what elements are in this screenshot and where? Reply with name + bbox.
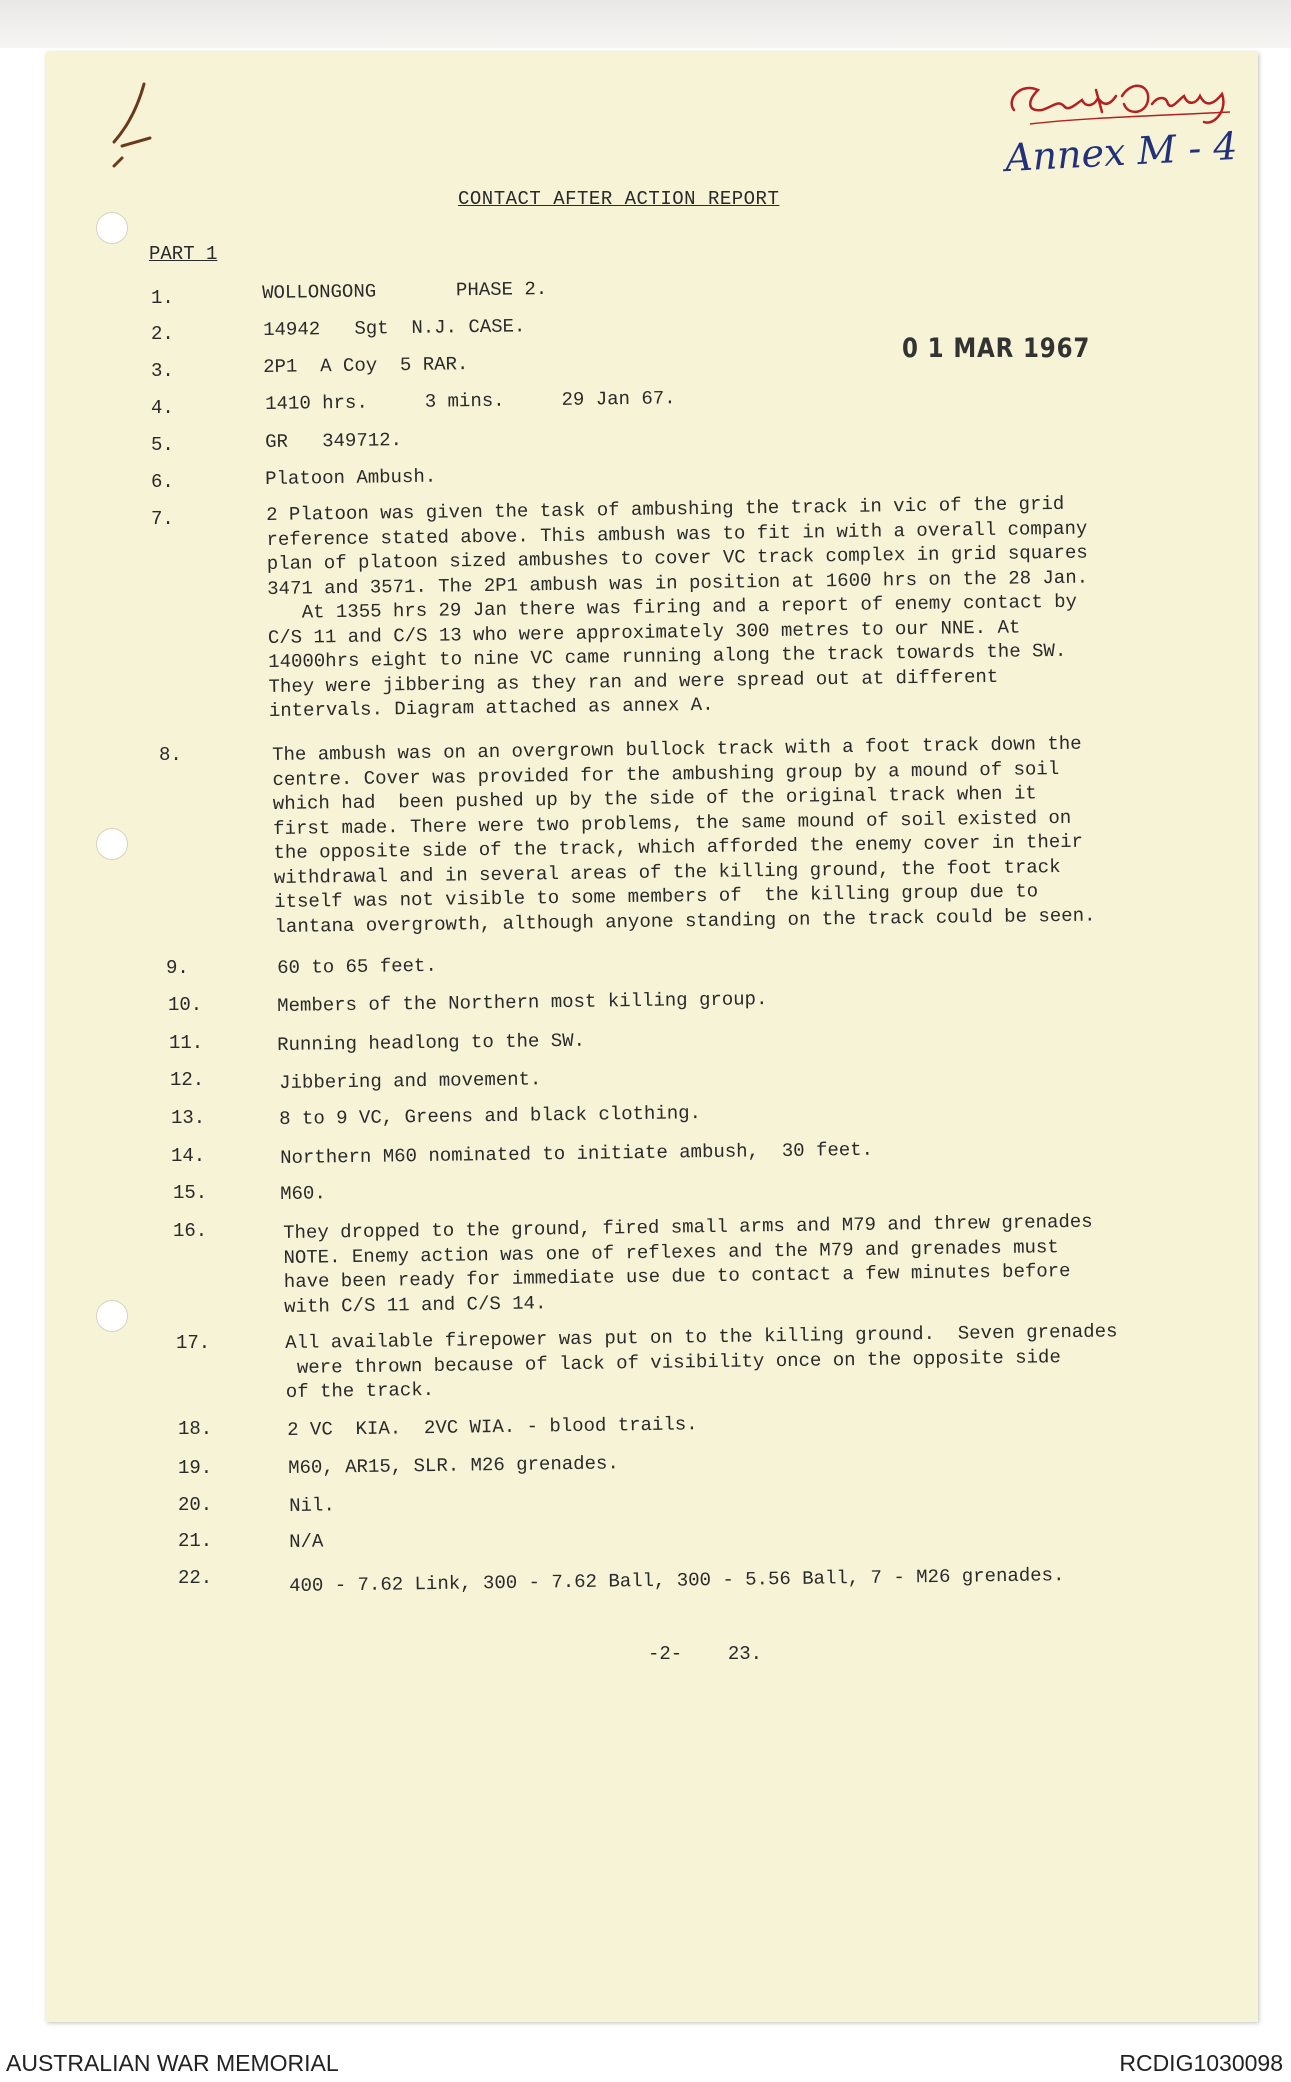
item-number: 2. xyxy=(151,323,174,345)
handwritten-tick-mark xyxy=(92,76,172,176)
item-text: The ambush was on an overgrown bullock track with a foot track down the centre. Cover was provided for the ambushing group by a mound of soil which had been pushed up by the side of the original track when it first made. There were two problems, the same mound of soil existed on the opposite side of the track, which afforded the enemy cover in their withdrawal and in several areas of the killing ground, the foot track itself was not visible to some members of the killing group due to lantana overgrowth, although anyone standing on the track could be seen. xyxy=(272,732,1096,938)
item-number: 5. xyxy=(151,434,174,456)
item-number: 10. xyxy=(168,994,203,1016)
date-stamp: 0 1 MAR 1967 xyxy=(902,333,1091,364)
item-number: 13. xyxy=(171,1107,206,1129)
item-number: 7. xyxy=(151,508,174,530)
item-text: They dropped to the ground, fired small arms and M79 and threw grenades NOTE. Enemy action was one of reflexes and the M79 and grenades must have been ready for immediate use due to contact a few minutes before with C/S 11 and C/S 14. xyxy=(283,1210,1093,1318)
item-text: All available firepower was put on to the killing ground. Seven grenades were thrown because of lack of visibility once on the opposite side of the track. xyxy=(285,1320,1118,1403)
item-number: 1. xyxy=(151,287,174,309)
item-number: 18. xyxy=(178,1418,213,1440)
item-text: GR 349712. xyxy=(265,429,403,453)
item-text: 14942 Sgt N.J. CASE. xyxy=(263,315,526,341)
item-number: 6. xyxy=(151,471,174,493)
item-number: 8. xyxy=(159,744,182,766)
item-text: Running headlong to the SW. xyxy=(277,1029,586,1056)
item-text: Members of the Northern most killing group. xyxy=(277,988,768,1017)
part-heading: PART 1 xyxy=(149,243,218,265)
item-text: 2P1 A Coy 5 RAR. xyxy=(263,353,469,378)
item-number: 22. xyxy=(178,1567,213,1589)
item-number: 3. xyxy=(151,360,174,382)
item-text: Jibbering and movement. xyxy=(279,1068,542,1094)
item-text: 60 to 65 feet. xyxy=(277,954,437,979)
item-text: 1410 hrs. 3 mins. 29 Jan 67. xyxy=(265,387,676,415)
item-text: Nil. xyxy=(289,1494,335,1517)
item-number: 11. xyxy=(169,1032,204,1054)
item-number: 9. xyxy=(166,957,189,979)
item-text: 2 Platoon was given the task of ambushing the track in vic of the grid reference stated above. This ambush was to fit in with a overall company plan of platoon sized ambushes to cover VC track complex in grid squares 3471 and 3571. The 2P1 ambush was in position at 1600 hrs on the 28 Jan. At 1355 hrs 29 Jan there was firing and a report of enemy contact by C/S 11 and C/S 13 who were approximately 300 metres to our NNE. At 14000hrs eight to nine VC came running along the track towards the SW. They were jibbering as they ran and were spread out at different intervals. Diagram attached as annex A. xyxy=(266,492,1089,722)
item-text: 2 VC KIA. 2VC WIA. - blood trails. xyxy=(287,1413,698,1441)
archive-institution: AUSTRALIAN WAR MEMORIAL xyxy=(6,2050,339,2076)
item-number: 19. xyxy=(178,1457,213,1479)
handwritten-annex-annotation: Annex M - 4 xyxy=(1004,123,1239,181)
punch-hole xyxy=(96,828,128,860)
punch-hole xyxy=(96,212,128,244)
page-title: CONTACT AFTER ACTION REPORT xyxy=(458,188,780,210)
item-number: 20. xyxy=(178,1494,213,1516)
item-text: Northern M60 nominated to initiate ambush, 30 feet. xyxy=(280,1138,874,1169)
item-number: 16. xyxy=(173,1220,208,1242)
page-footer: -2- 23. xyxy=(648,1643,763,1665)
item-number: 14. xyxy=(171,1145,206,1167)
item-text: M60. xyxy=(280,1182,326,1205)
archive-reference: RCDIG1030098 xyxy=(1119,2050,1283,2076)
item-text: WOLLONGONG PHASE 2. xyxy=(262,278,548,304)
item-number: 4. xyxy=(151,397,174,419)
punch-hole xyxy=(96,1300,128,1332)
item-text: Platoon Ambush. xyxy=(265,465,437,490)
item-text: M60, AR15, SLR. M26 grenades. xyxy=(288,1452,619,1479)
item-number: 21. xyxy=(178,1530,213,1552)
top-band xyxy=(0,0,1291,48)
item-number: 15. xyxy=(173,1182,208,1204)
item-text: N/A xyxy=(289,1530,324,1553)
item-number: 12. xyxy=(170,1069,205,1091)
item-number: 17. xyxy=(176,1332,211,1354)
item-text: 400 - 7.62 Link, 300 - 7.62 Ball, 300 - 5.56 Ball, 7 - M26 grenades. xyxy=(289,1564,1065,1597)
item-text: 8 to 9 VC, Greens and black clothing. xyxy=(279,1102,702,1130)
